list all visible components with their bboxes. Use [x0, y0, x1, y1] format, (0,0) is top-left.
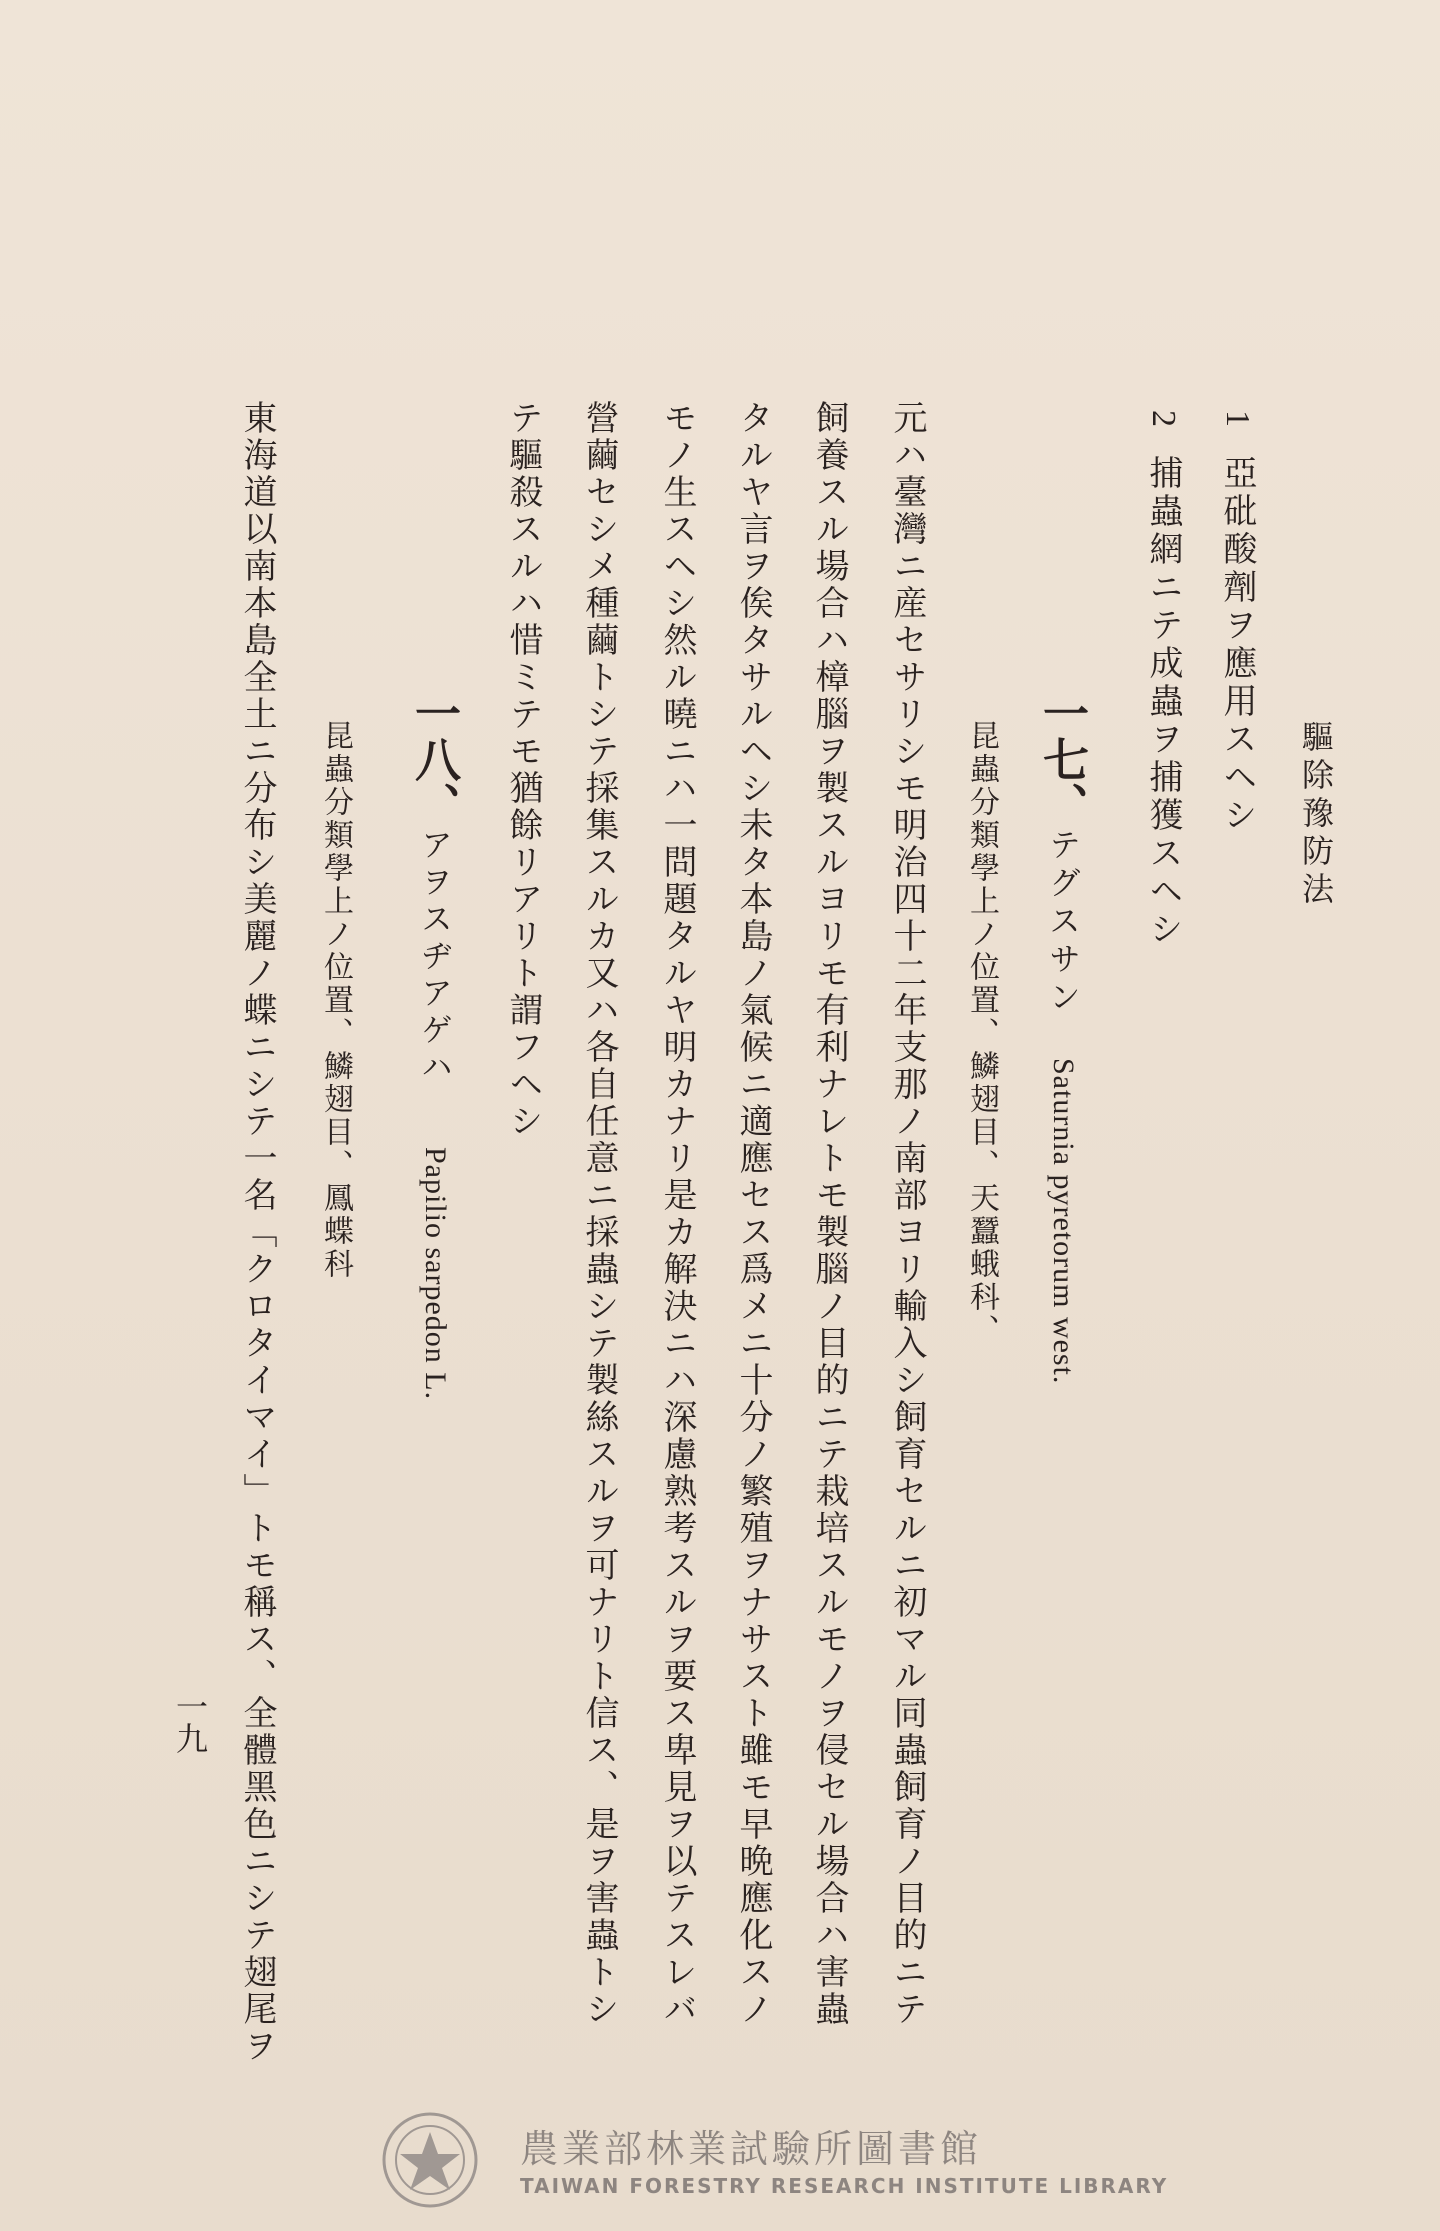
entry-number: 一七、 — [1036, 690, 1090, 828]
entry-17-body-line: タルヤ言ヲ俟タサルヘシ未タ本島ノ氣候ニ適應セス爲メニ十分ノ繁殖ヲナサスト雖モ早晩應化スノ — [733, 400, 773, 2028]
entry-17-body-line: モノ生スヘシ然ル曉ニハ一問題タルヤ明カナリ是カ解決ニハ深慮熟考スルヲ要ス卑見ヲ以テスレバ — [657, 400, 697, 2028]
entry-latin-name: Saturnia pyretorum west. — [1047, 1058, 1080, 1385]
entry-18-taxonomy: 昆蟲分類學上ノ位置、鱗翅目、鳳蝶科 — [318, 720, 353, 1281]
library-seal-icon — [380, 2110, 480, 2210]
list-item-2 — [1143, 410, 1183, 949]
list-item-text: 亞砒酸劑ヲ應用スヘシ — [1217, 455, 1257, 835]
section-title: 驅除豫防法 — [1297, 720, 1335, 910]
list-item-number: 2 — [1145, 410, 1182, 431]
library-name-zh: 農業部林業試驗所圖書館 — [520, 2127, 983, 2171]
list-item-number: 1 — [1219, 410, 1256, 431]
entry-18-body-line: 東海道以南本島全土ニ分布シ美麗ノ蝶ニシテ一名「クロタイマイ」トモ稱ス、全體黑色ニシテ翅尾ヲ — [237, 400, 277, 2065]
entry-17-body-line: 元ハ臺灣ニ産セサリシモ明治四十二年支那ノ南部ヨリ輸入シ飼育セルニ初マル同蟲飼育ノ目的ニテ — [887, 400, 927, 2028]
list-item-text: 捕蟲網ニテ成蟲ヲ捕獲スヘシ — [1143, 455, 1183, 949]
library-name-en: TAIWAN FORESTRY RESEARCH INSTITUTE LIBRARY — [520, 2174, 1169, 2198]
entry-name: アヲスヂアゲハ — [416, 828, 454, 1087]
entry-17-body-line: テ驅殺スルハ惜ミテモ猶餘リアリト謂フヘシ — [503, 400, 543, 1140]
entry-17-body-line: 營繭セシメ種繭トシテ採集スルカ又ハ各自任意ニ採蟲シテ製絲スルヲ可ナリト信ス、是ヲ害蟲トシ — [579, 400, 619, 2028]
entry-17-body-line: 飼養スル場合ハ樟腦ヲ製スルヨリモ有利ナレトモ製腦ノ目的ニテ栽培スルモノヲ侵セル場合ハ害蟲 — [809, 400, 849, 2028]
entry-latin-name: Papilio sarpedon L. — [419, 1147, 452, 1401]
entry-name: テグスサン — [1044, 828, 1082, 1018]
entry-number: 一八、 — [408, 690, 462, 828]
entry-17-heading — [1036, 690, 1090, 1385]
page-number: 一九 — [171, 1690, 209, 1754]
entry-18-heading — [408, 690, 462, 1401]
library-watermark — [380, 2110, 1169, 2210]
entry-17-taxonomy: 昆蟲分類學上ノ位置、鱗翅目、天蠶蛾科、 — [964, 720, 999, 1347]
list-item-1 — [1217, 410, 1257, 835]
